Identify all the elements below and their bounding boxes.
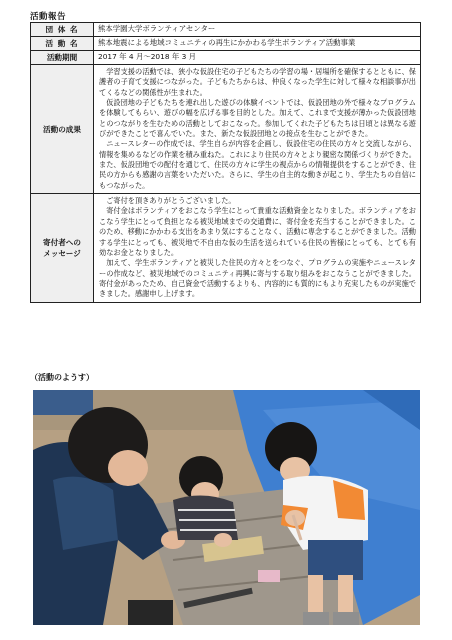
results-label: 活動の成果 — [31, 65, 94, 194]
message-label-line: 寄付者への — [43, 237, 81, 247]
results-text — [94, 65, 421, 194]
message-label-line: メッセージ — [43, 248, 81, 258]
activity-value: 熊本地震による地域コミュニティの再生にかかわる学生ボランティア活動事業 — [94, 37, 421, 51]
message-paragraph: 寄付金はボランティアをおこなう学生にとって貴重な活動資金となりました。ボランティアをおこなう学生にとって負担となる被災地域までの交通費に、寄付金を充当することができました。このため、移動にかかわる支出をあまり気にすることなく、活動に専念することができました。活動する学生にとっても、被災地で不自由な仮の生活を送られている住民の皆様にとっても、とても有効なお金となりました。 — [99, 206, 416, 257]
activity-label: 活 動 名 — [31, 37, 94, 51]
period-label: 活動期間 — [31, 51, 94, 65]
results-paragraph: ニュースレターの作成では、学生自らが内容を企画し、仮設住宅の住民の方々と交流しながら、情報を集めるなどの作業を積み重ねた。これにより住民の方々とより親密な関係づくりができた。また、仮設団地での配付を通じて、住民の方々に学生の視点からの情報提供をすることができ、住民の方からも感謝の言葉をいただいた。さらに、学生の自主的な動きが起こり、学生たちの自信にもつながった。 — [99, 139, 416, 190]
period-value: 2017 年 4 月～2018 年 3 月 — [94, 51, 421, 65]
results-paragraph: 学習支援の活動では、狭小な仮設住宅の子どもたちの学習の場・居場所を確保するとともに、保護者の子育て支援につながった。子どもたちからは、仲良くなった学生に対して様々な相談事が出てくるなどの関係性が生まれた。 — [99, 67, 416, 97]
results-paragraph: 仮設団地の子どもたちを連れ出した遊びの体験イベントでは、仮設団地の外で様々なプログラムを体験してもらい、遊びの幅を広げる事を目的とした。加えて、これまで支援が薄かった仮設団地とのつながりを生むための活動としておこなった。参加してくれた子どもたちは日頃とは異なる遊びができたことで喜んでいた。また、新たな仮設団地との接点を生むことができた。 — [99, 98, 416, 139]
children-crafting-photo-icon — [33, 390, 420, 625]
row-period — [31, 51, 421, 65]
organization-label: 団 体 名 — [31, 23, 94, 37]
message-text — [94, 194, 421, 302]
message-paragraph: 加えて、学生ボランティアと被災した住民の方々とをつなぐ、プログラムの実施やニュースレターの作成など、被災地域でのコミュニティ再興に寄与する取り組みをおこなうことができました。寄付金があったため、自己資金で活動するよりも、内容的にも質的にもより充実したものが実施できました。感謝申し上げます。 — [99, 258, 416, 299]
message-paragraph: ご寄付を頂きありがとうございました。 — [106, 196, 236, 206]
message-label — [31, 194, 94, 302]
report-table — [30, 22, 421, 303]
row-results — [31, 65, 421, 194]
row-message — [31, 194, 421, 302]
organization-value: 熊本学園大学ボランティアセンター — [94, 23, 421, 37]
activity-photo — [33, 390, 420, 625]
report-title: 活動報告 — [30, 12, 67, 22]
gallery-title: （活動のようす） — [30, 373, 94, 382]
row-activity — [31, 37, 421, 51]
row-organization — [31, 23, 421, 37]
